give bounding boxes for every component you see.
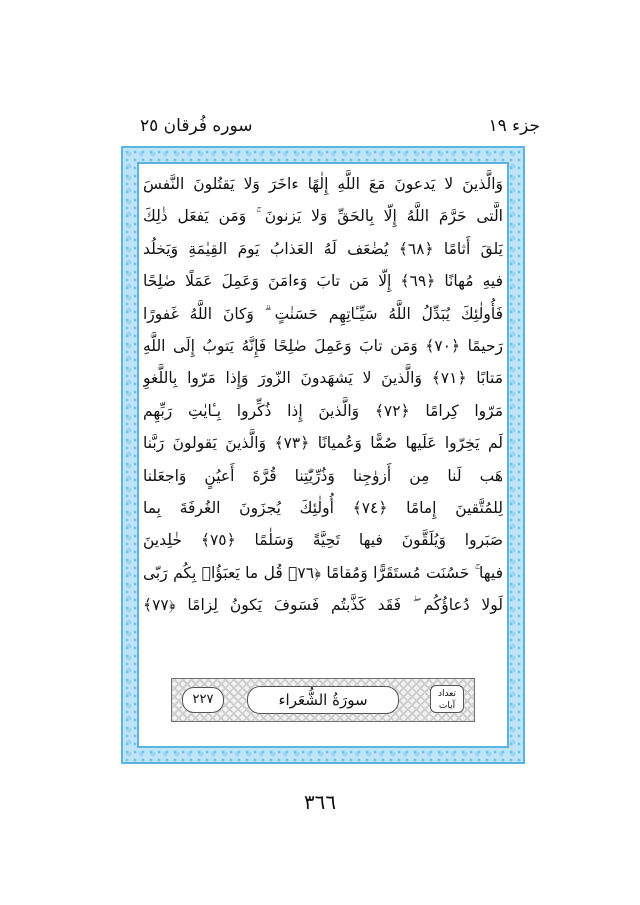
verse-line: لَولا دُعاؤُكُم ۖ فَقَد كَذَّبتُم فَسَوفَ يَكونُ لِزامًا ﴿٧٧﴾ bbox=[143, 596, 503, 615]
verse-line: وَالَّذينَ لا يَدعونَ مَعَ اللَّهِ إِلٰهًا ءاخَرَ وَلا يَقتُلونَ النَّفسَ bbox=[143, 175, 503, 193]
ayah-count: ٢٢٧ bbox=[182, 687, 224, 713]
verse-line: لِلمُتَّقينَ إِمامًا ﴿٧٤﴾ أُولٰئِكَ يُجزَونَ الغُرفَةَ بِما bbox=[143, 498, 503, 517]
verse-line: فيها ۚ حَسُنَت مُستَقَرًّا وَمُقامًا ﴿٧٦﴾ قُل ما يَعبَؤُا۟ بِكُم رَبّى bbox=[143, 563, 503, 582]
surah-title-banner bbox=[171, 678, 475, 722]
verse-line: فَأُولٰئِكَ يُبَدِّلُ اللَّهُ سَيِّـٔاتِهِم حَسَنٰتٍ ۗ وَكانَ اللَّهُ غَفورًا bbox=[143, 304, 503, 323]
verse-lines bbox=[143, 168, 503, 621]
verse-line: مَتابًا ﴿٧١﴾ وَالَّذينَ لا يَشهَدونَ الزّورَ وَإِذا مَرّوا بِاللَّغوِ bbox=[143, 369, 503, 388]
verse-line: هَب لَنا مِن أَزوٰجِنا وَذُرِّيّٰتِنا قُرَّةَ أَعيُنٍ وَاجعَلنا bbox=[143, 466, 503, 485]
verse-line: مَرّوا كِرامًا ﴿٧٢﴾ وَالَّذينَ إِذا ذُكِّروا بِـٔايٰتِ رَبِّهِم bbox=[143, 401, 503, 420]
juz-label: جزء ١٩ bbox=[488, 116, 540, 136]
verse-line: يَلقَ أَثامًا ﴿٦٨﴾ يُضٰعَف لَهُ العَذابُ يَومَ القِيٰمَةِ وَيَخلُد bbox=[143, 239, 503, 258]
verse-line: رَحيمًا ﴿٧٠﴾ وَمَن تابَ وَعَمِلَ صٰلِحًا فَإِنَّهُ يَتوبُ إِلَى اللَّهِ bbox=[143, 336, 503, 355]
verse-line: الَّتى حَرَّمَ اللَّهُ إِلّا بِالحَقِّ وَلا يَزنونَ ۚ وَمَن يَفعَل ذٰلِكَ bbox=[143, 207, 503, 226]
ayah-count-label: تعداد آیات bbox=[430, 685, 464, 713]
surah-label: سوره فُرقان ٢٥ bbox=[140, 116, 253, 136]
verse-line: صَبَروا وَيُلَقَّونَ فيها تَحِيَّةً وَسَلٰمًا ﴿٧٥﴾ خٰلِدينَ bbox=[143, 531, 503, 550]
page-number: ٣٦٦ bbox=[303, 790, 337, 814]
verse-line: لَم يَخِرّوا عَلَيها صُمًّا وَعُميانًا ﴿٧٣﴾ وَالَّذينَ يَقولونَ رَبَّنا bbox=[143, 434, 503, 453]
text-area bbox=[137, 162, 509, 748]
ornamental-frame bbox=[121, 146, 525, 764]
verse-line: فيهِ مُهانًا ﴿٦٩﴾ إِلّا مَن تابَ وَءامَنَ وَعَمِلَ عَمَلًا صٰلِحًا bbox=[143, 272, 503, 291]
surah-name: سورَةُ الشُّعَراء bbox=[247, 686, 399, 714]
page-header bbox=[140, 116, 540, 142]
